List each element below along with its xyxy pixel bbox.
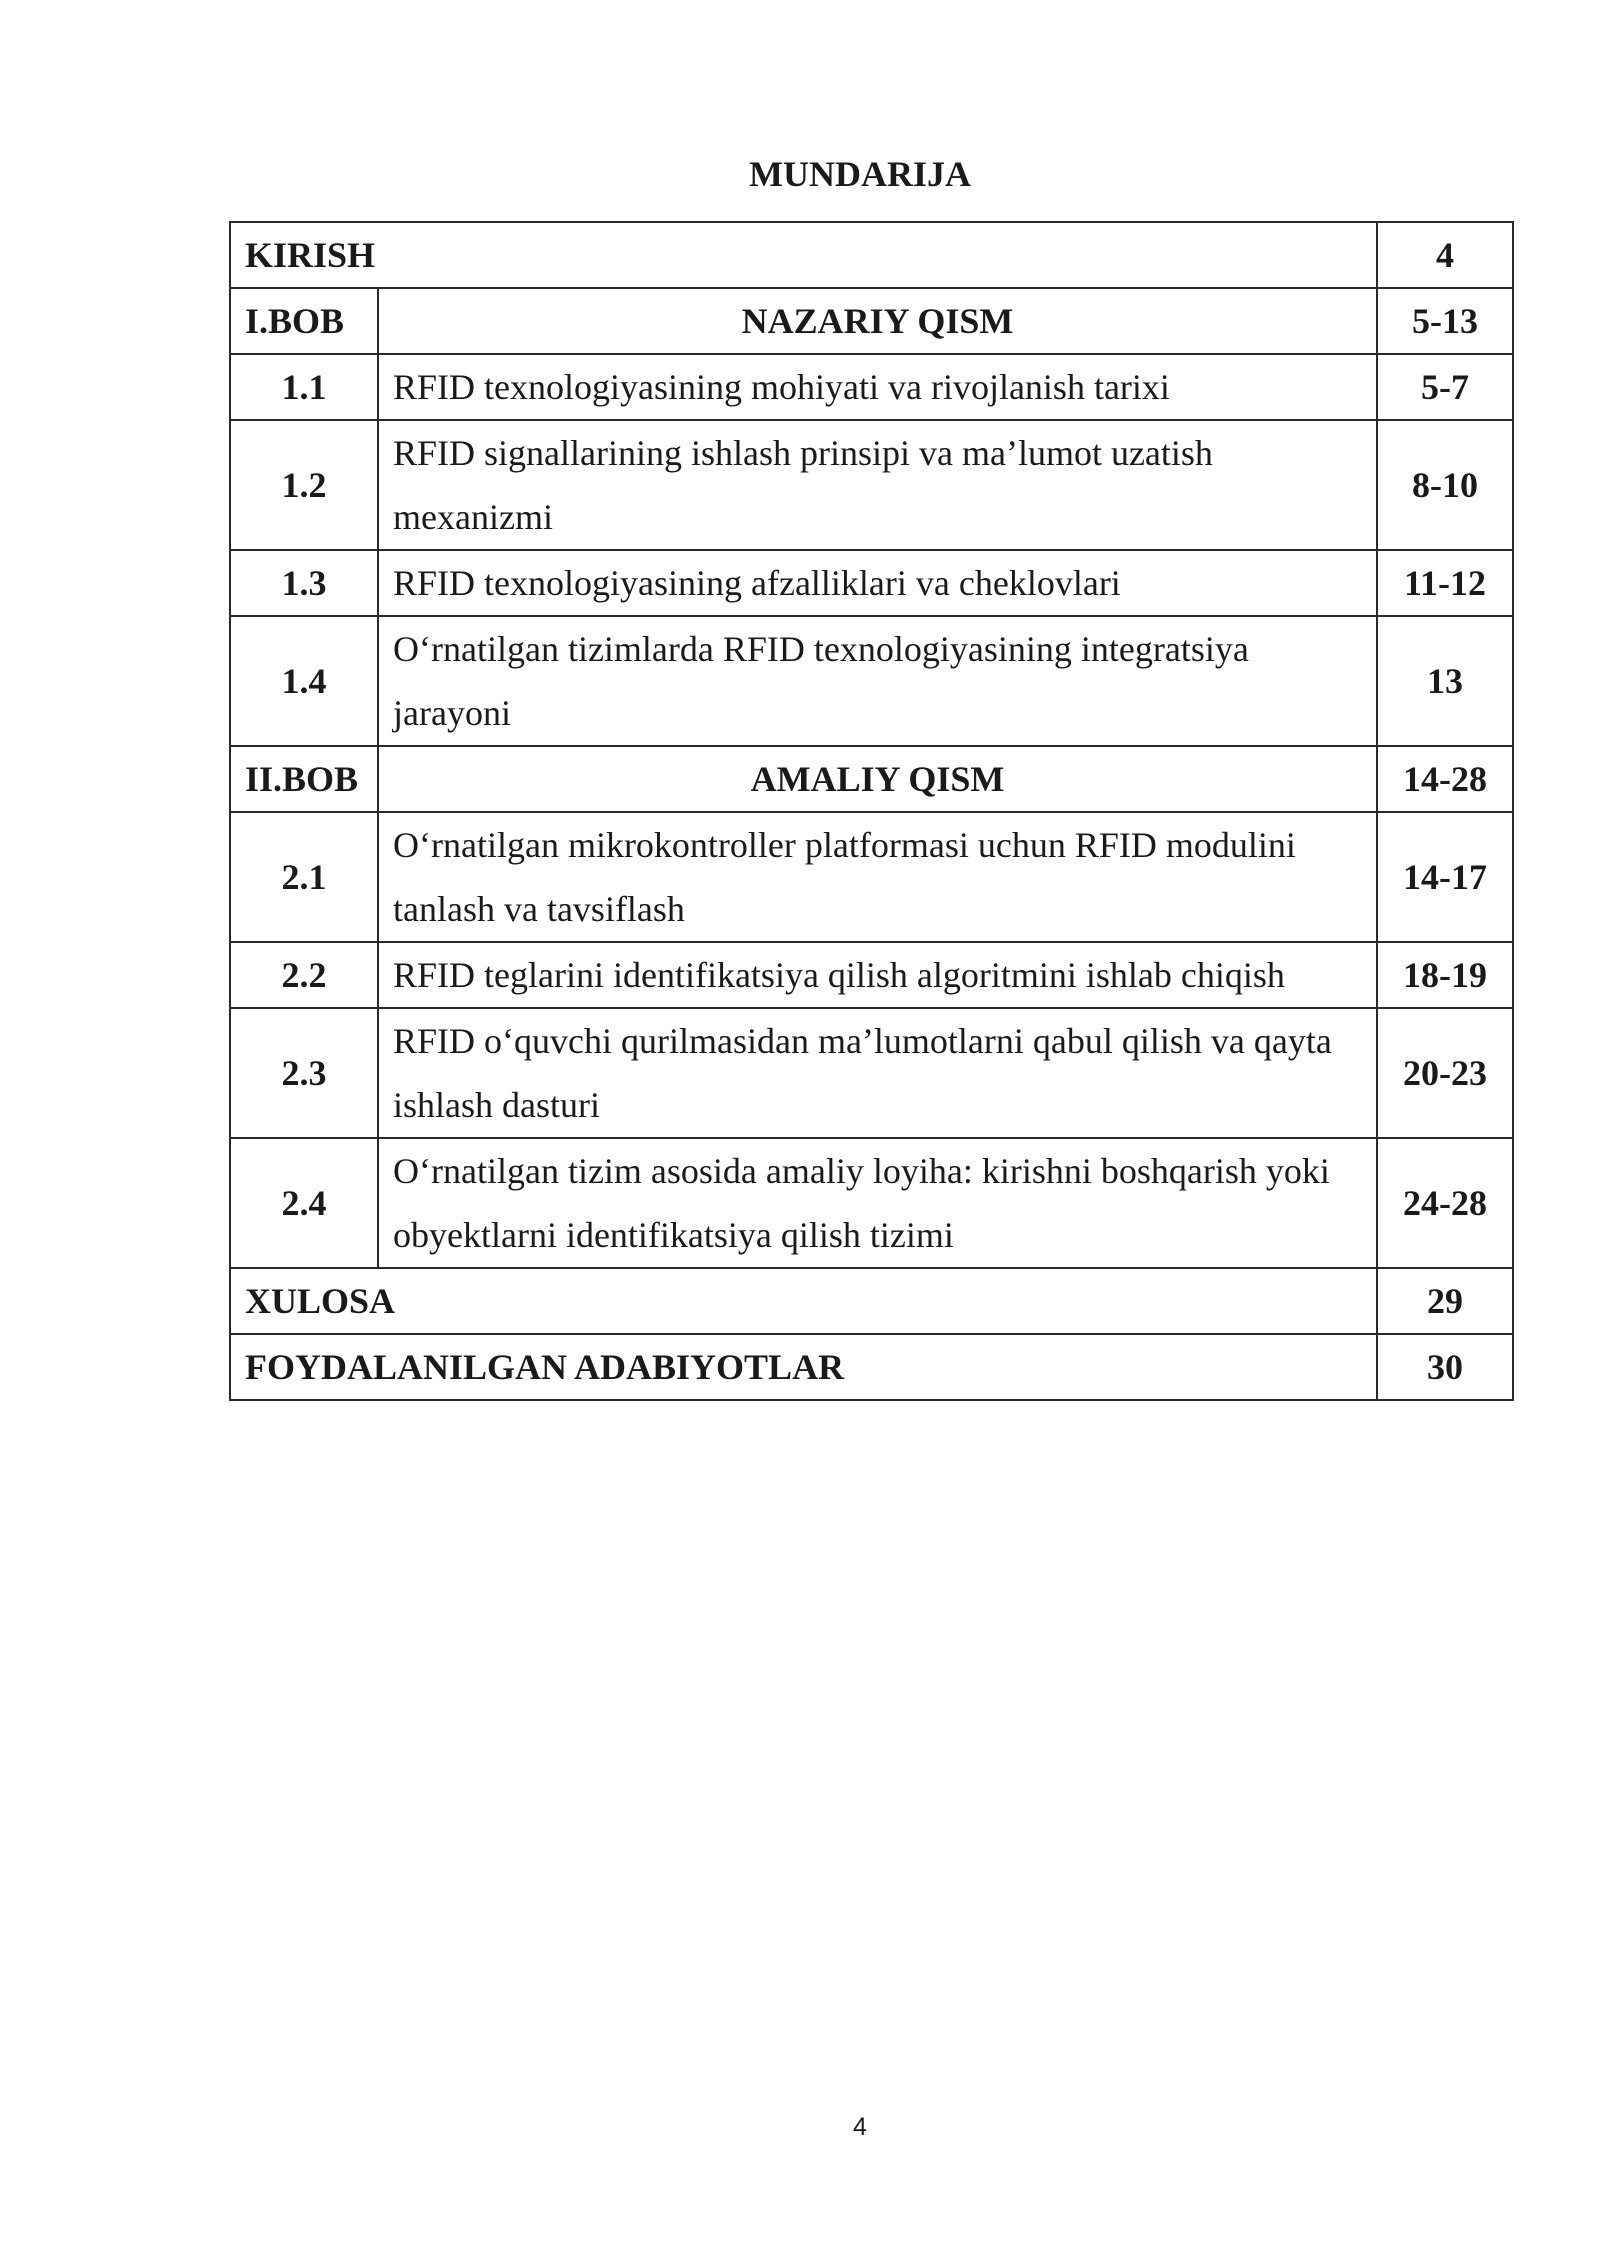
section-title: RFID texnologiyasining mohiyati va rivojlanish tarixi xyxy=(378,354,1377,420)
section-number: 2.3 xyxy=(230,1008,378,1138)
section-pages: 11-12 xyxy=(1377,550,1513,616)
table-row xyxy=(230,1138,1513,1268)
section-pages: 18-19 xyxy=(1377,942,1513,1008)
section-pages: 13 xyxy=(1377,616,1513,746)
toc-references-page: 30 xyxy=(1377,1334,1513,1400)
section-number: 1.3 xyxy=(230,550,378,616)
section-number: 1.4 xyxy=(230,616,378,746)
table-row xyxy=(230,942,1513,1008)
table-row xyxy=(230,1008,1513,1138)
page-title: MUNDARIJA xyxy=(749,154,971,194)
table-row xyxy=(230,550,1513,616)
chapter-2-pages: 14-28 xyxy=(1377,746,1513,812)
toc-row-chapter-2 xyxy=(230,746,1513,812)
section-pages: 8-10 xyxy=(1377,420,1513,550)
page-number: 4 xyxy=(853,2113,867,2141)
section-pages: 5-7 xyxy=(1377,354,1513,420)
chapter-2-title: AMALIY QISM xyxy=(378,746,1377,812)
section-pages: 14-17 xyxy=(1377,812,1513,942)
section-title: RFID teglarini identifikatsiya qilish algoritmini ishlab chiqish xyxy=(378,942,1377,1008)
section-title: O‘rnatilgan mikrokontroller platformasi uchun RFID modulini tanlash va tavsiflash xyxy=(378,812,1377,942)
table-row xyxy=(230,420,1513,550)
section-title: RFID signallarining ishlash prinsipi va ma’lumot uzatish mexanizmi xyxy=(378,420,1377,550)
section-pages: 24-28 xyxy=(1377,1138,1513,1268)
section-number: 2.1 xyxy=(230,812,378,942)
toc-references-label: FOYDALANILGAN ADABIYOTLAR xyxy=(230,1334,1377,1400)
section-title: O‘rnatilgan tizimlarda RFID texnologiyasining integratsiya jarayoni xyxy=(378,616,1377,746)
section-pages: 20-23 xyxy=(1377,1008,1513,1138)
section-number: 2.2 xyxy=(230,942,378,1008)
toc-conclusion-label: XULOSA xyxy=(230,1268,1377,1334)
section-number: 2.4 xyxy=(230,1138,378,1268)
toc-intro-page: 4 xyxy=(1377,222,1513,288)
toc-row-references xyxy=(230,1334,1513,1400)
chapter-1-title: NAZARIY QISM xyxy=(378,288,1377,354)
section-title: RFID texnologiyasining afzalliklari va cheklovlari xyxy=(378,550,1377,616)
table-row xyxy=(230,812,1513,942)
section-title: RFID o‘quvchi qurilmasidan ma’lumotlarni qabul qilish va qayta ishlash dasturi xyxy=(378,1008,1377,1138)
toc-conclusion-page: 29 xyxy=(1377,1268,1513,1334)
toc-row-conclusion xyxy=(230,1268,1513,1334)
section-number: 1.2 xyxy=(230,420,378,550)
chapter-2-label: II.BOB xyxy=(230,746,378,812)
section-number: 1.1 xyxy=(230,354,378,420)
toc-intro-label: KIRISH xyxy=(230,222,1377,288)
chapter-1-label: I.BOB xyxy=(230,288,378,354)
chapter-1-pages: 5-13 xyxy=(1377,288,1513,354)
table-row xyxy=(230,616,1513,746)
table-of-contents xyxy=(229,221,1514,1401)
table-row xyxy=(230,354,1513,420)
toc-row-chapter-1 xyxy=(230,288,1513,354)
toc-row-intro xyxy=(230,222,1513,288)
section-title: O‘rnatilgan tizim asosida amaliy loyiha: kirishni boshqarish yoki obyektlarni identifikatsiya qilish tizimi xyxy=(378,1138,1377,1268)
